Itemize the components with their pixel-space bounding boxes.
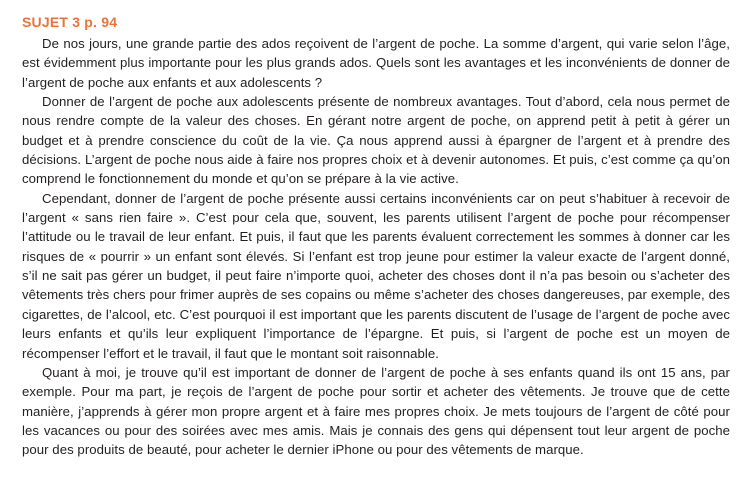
paragraph-advantages: Donner de l’argent de poche aux adolescents présente de nombreux avantages. Tout d’abord, cela nous permet de nous rendre compte de la valeur des choses. En gérant notre argent de poche, on apprend petit à petit à gérer un budget et à prendre conscience du coût de la vie. Ça nous apprend aussi à épargner de l’argent et à prendre des décisions. L’argent de poche nous aide à faire nos propres choix et à devenir autonomes. Et puis, c’est comme ça qu’on comprend le fonctionnement du monde et qu’on se prépare à la vie active.: [22, 94, 730, 187]
document-heading: SUJET 3 p. 94: [22, 14, 118, 30]
paragraph-introduction: De nos jours, une grande partie des ados reçoivent de l’argent de poche. La somme d’argent, qui varie selon l’âge, est évidemment plus importante pour les plus grands ados. Quels sont les avantages et les inconvénients de donner de l’argent de poche aux enfants et aux adolescents ?: [22, 36, 730, 90]
paragraph-disadvantages: Cependant, donner de l’argent de poche présente aussi certains inconvénients car on peut s’habituer à recevoir de l’argent « sans rien faire ». C’est pour cela que, souvent, les parents utilisent l’argent de poche pour récompenser l’attitude ou le travail de leur enfant. Et puis, il faut que les parents évaluent correctement les sommes à donner car les risques de « pourrir » un enfant sont élevés. Si l’enfant est trop jeune pour estimer la valeur exacte de l’argent donné, s’il ne sait pas gérer un budget, il peut faire n’importe quoi, acheter des choses dont il n’a pas besoin ou s’acheter des vêtements très chers pour frimer auprès de ses copains ou même s’acheter des choses dangereuses, par exemple, des cigarettes, de l’alcool, etc. C’est pourquoi il est important que les parents discutent de l’usage de l’argent de poche avec leurs enfants et qu’ils leur expliquent l’importance de l’épargne. Et puis, si l’argent de poche est un moyen de récompenser l’effort et le travail, il faut que le montant soit raisonnable.: [22, 190, 730, 361]
paragraph-conclusion: Quant à moi, je trouve qu’il est important de donner de l’argent de poche à ses enfants quand ils ont 15 ans, par exemple. Pour ma part, je reçois de l’argent de poche pour sortir et acheter des vêtements. Je trouve que de cette manière, j’apprends à gérer mon propre argent et à faire mes propres choix. Je mets toujours de l’argent de côté pour les vacances ou pour des soirées avec mes amis. Mais je connais des gens qui dépensent tout leur argent de poche pour des produits de beauté, pour acheter le dernier iPhone ou pour des vêtements de marque.: [22, 364, 730, 458]
document-body: [22, 34, 730, 460]
